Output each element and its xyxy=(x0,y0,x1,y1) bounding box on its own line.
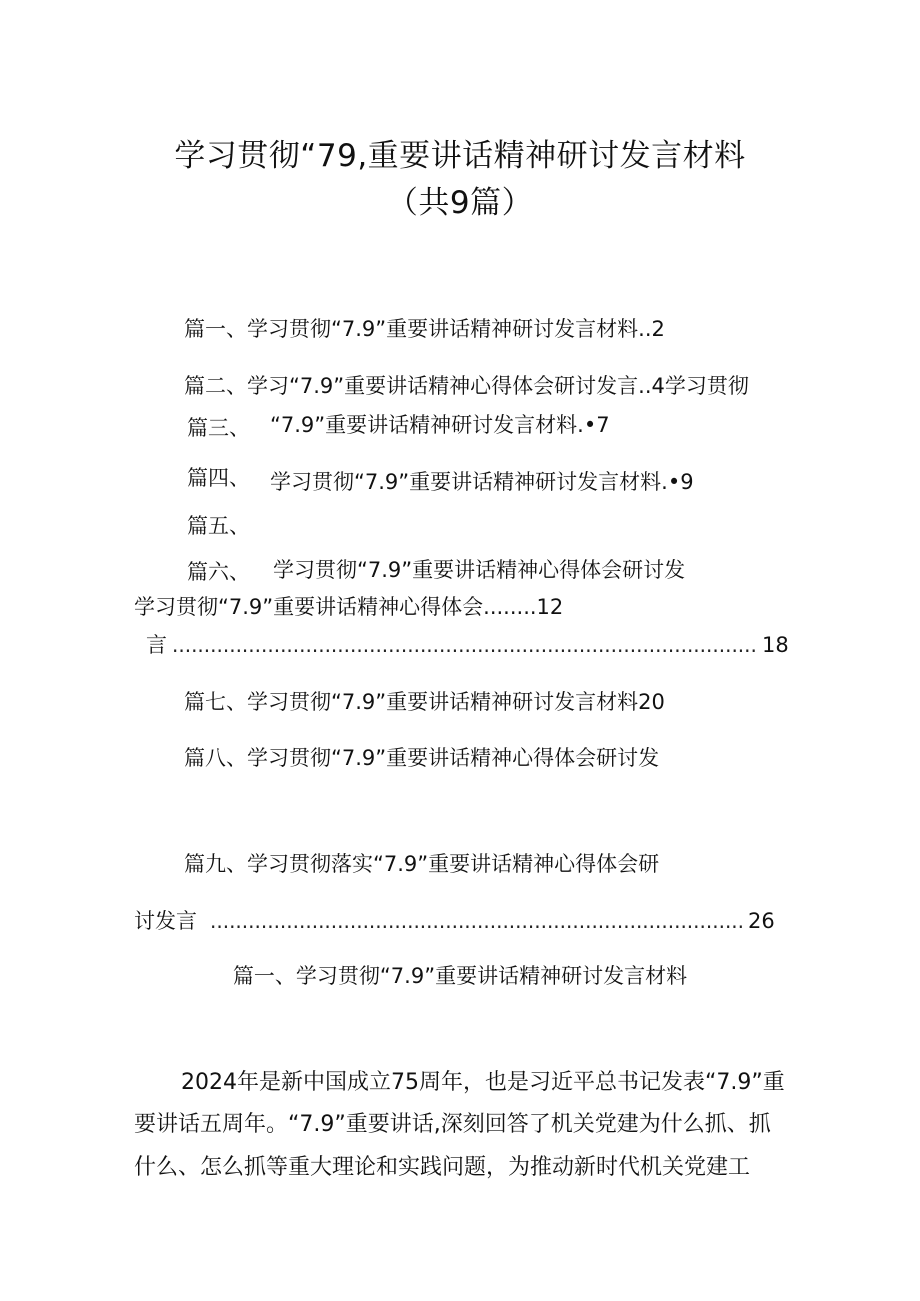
body-paragraph-line: 什么、怎么抓等重大理论和实践问题，为推动新时代机关党建工 xyxy=(134,1155,751,1180)
toc-entry-1: 篇一、学习贯彻“7.9”重要讲话精神研讨发言材料..2 xyxy=(184,317,665,341)
toc-entry-8-page: 18 xyxy=(762,633,789,657)
toc-entry-11: 篇九、学习贯彻落实“7.9”重要讲话精神心得体会研 xyxy=(184,852,660,876)
toc-dot-leader xyxy=(210,907,746,935)
toc-dot-leader xyxy=(172,631,758,659)
toc-entry-3-label: 篇三、 xyxy=(187,416,250,440)
toc-entry-9: 篇七、学习贯彻“7.9”重要讲话精神研讨发言材料20 xyxy=(184,690,665,714)
toc-entry-6-label: 篇六、 xyxy=(187,560,250,584)
toc-entry-12-text: 讨发言 xyxy=(134,909,197,933)
toc-entry-2: 篇二、学习“7.9”重要讲话精神心得体会研讨发言..4学习贯彻 xyxy=(184,374,749,398)
toc-entry-4-text: 学习贯彻“7.9”重要讲话精神研讨发言材料.•9 xyxy=(270,470,694,494)
toc-entry-4-label: 篇四、 xyxy=(187,466,250,490)
toc-entry-5-label: 篇五、 xyxy=(187,514,250,538)
toc-entry-12-page: 26 xyxy=(748,909,775,933)
toc-entry-6-text: 学习贯彻“7.9”重要讲话精神心得体会研讨发 xyxy=(273,558,686,582)
toc-entry-10: 篇八、学习贯彻“7.9”重要讲话精神心得体会研讨发 xyxy=(184,746,660,770)
toc-entry-7: 学习贯彻“7.9”重要讲话精神心得体会........12 xyxy=(134,595,564,619)
toc-entry-8-text: 言 xyxy=(146,633,167,657)
toc-entry-3-text: “7.9”重要讲话精神研讨发言材料.•7 xyxy=(270,413,610,437)
document-title: 学习贯彻“79,重要讲话精神研讨发言材料 xyxy=(174,138,746,174)
body-paragraph-line: 要讲话五周年。“7.9”重要讲话,深刻回答了机关党建为什么抓、抓 xyxy=(134,1112,771,1137)
section-heading: 篇一、学习贯彻“7.9”重要讲话精神研讨发言材料 xyxy=(232,964,688,988)
document-subtitle: （共9篇） xyxy=(386,185,534,221)
body-paragraph-line: 2024年是新中国成立75周年，也是习近平总书记发表“7.9”重 xyxy=(181,1070,785,1095)
